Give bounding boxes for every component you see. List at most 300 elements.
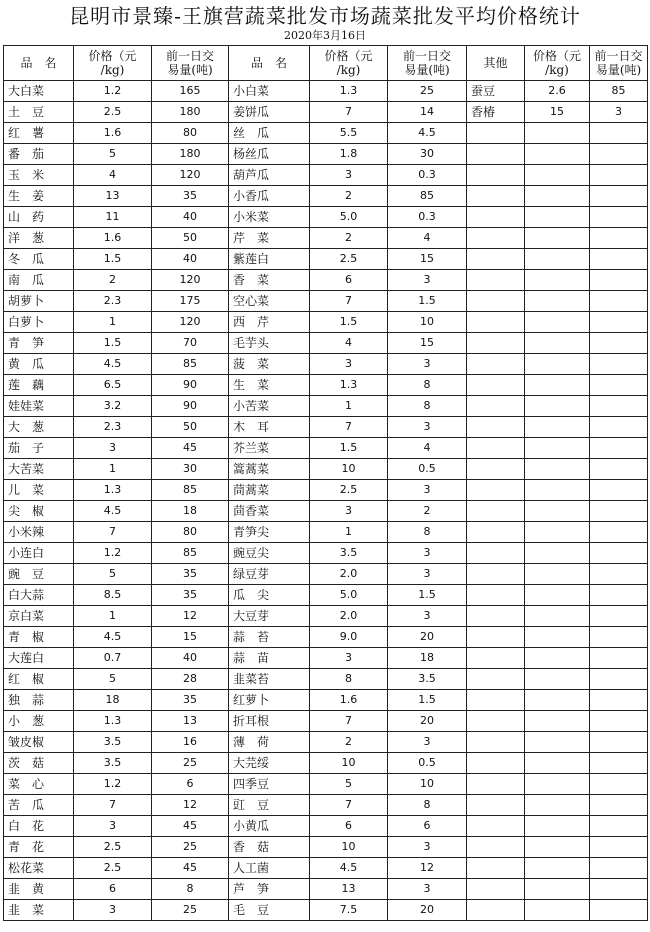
table-row	[4, 501, 648, 522]
cell-volume: 8	[388, 522, 467, 543]
cell-volume: 180	[152, 144, 229, 165]
cell-name: 儿 菜	[4, 480, 74, 501]
cell-name: 薄 荷	[229, 732, 310, 753]
table-row	[4, 732, 648, 753]
cell-name: 白萝卜	[4, 312, 74, 333]
table-row	[4, 606, 648, 627]
cell-price: 15	[525, 102, 590, 123]
cell-price: 3	[310, 648, 388, 669]
cell-volume	[590, 480, 648, 501]
cell-name: 玉 米	[4, 165, 74, 186]
cell-price: 1.6	[74, 123, 152, 144]
cell-volume: 20	[388, 900, 467, 921]
cell-volume	[590, 564, 648, 585]
cell-price: 1.2	[74, 774, 152, 795]
report-date: 2020年3月16日	[284, 29, 366, 42]
cell-name: 尖 椒	[4, 501, 74, 522]
cell-volume: 120	[152, 312, 229, 333]
cell-volume: 3	[388, 564, 467, 585]
cell-price: 5.0	[310, 585, 388, 606]
cell-price	[525, 816, 590, 837]
cell-price: 8.5	[74, 585, 152, 606]
cell-name	[467, 249, 525, 270]
cell-volume	[590, 606, 648, 627]
cell-name: 小香瓜	[229, 186, 310, 207]
cell-price	[525, 753, 590, 774]
cell-price	[525, 543, 590, 564]
cell-name	[467, 564, 525, 585]
cell-name	[467, 354, 525, 375]
cell-volume: 15	[152, 627, 229, 648]
cell-volume: 8	[388, 396, 467, 417]
cell-volume: 28	[152, 669, 229, 690]
cell-name	[467, 543, 525, 564]
cell-name: 番 茄	[4, 144, 74, 165]
cell-name: 四季豆	[229, 774, 310, 795]
cell-volume: 1.5	[388, 291, 467, 312]
cell-volume: 45	[152, 438, 229, 459]
cell-name: 空心菜	[229, 291, 310, 312]
cell-price: 2.5	[74, 837, 152, 858]
cell-price: 3	[74, 438, 152, 459]
table-row	[4, 333, 648, 354]
cell-price	[525, 858, 590, 879]
cell-volume: 165	[152, 81, 229, 102]
table-row	[4, 102, 648, 123]
cell-name: 南 瓜	[4, 270, 74, 291]
cell-volume: 25	[152, 900, 229, 921]
cell-volume	[590, 522, 648, 543]
cell-price: 1.3	[74, 480, 152, 501]
cell-price	[525, 228, 590, 249]
cell-price	[525, 795, 590, 816]
cell-price	[525, 501, 590, 522]
cell-volume	[590, 249, 648, 270]
cell-price: 1.2	[74, 81, 152, 102]
cell-volume: 40	[152, 648, 229, 669]
cell-name	[467, 732, 525, 753]
cell-volume: 0.5	[388, 753, 467, 774]
cell-volume: 85	[152, 354, 229, 375]
cell-name	[467, 585, 525, 606]
cell-name: 杨丝瓜	[229, 144, 310, 165]
table-row	[4, 270, 648, 291]
cell-name: 大豆芽	[229, 606, 310, 627]
cell-price	[525, 879, 590, 900]
cell-volume: 16	[152, 732, 229, 753]
cell-price: 2	[310, 186, 388, 207]
table-row	[4, 711, 648, 732]
cell-name: 豇 豆	[229, 795, 310, 816]
cell-volume	[590, 900, 648, 921]
cell-name	[467, 627, 525, 648]
cell-volume	[590, 858, 648, 879]
cell-volume: 0.5	[388, 459, 467, 480]
cell-price: 1.3	[74, 711, 152, 732]
cell-price: 4.5	[74, 501, 152, 522]
table-row	[4, 753, 648, 774]
cell-name: 姜饼瓜	[229, 102, 310, 123]
cell-price: 13	[310, 879, 388, 900]
cell-name: 葫芦瓜	[229, 165, 310, 186]
cell-price: 3	[310, 165, 388, 186]
cell-volume: 8	[152, 879, 229, 900]
cell-name: 京白菜	[4, 606, 74, 627]
cell-volume: 35	[152, 690, 229, 711]
cell-volume	[590, 543, 648, 564]
cell-price	[525, 648, 590, 669]
cell-price: 7	[310, 795, 388, 816]
table-row	[4, 123, 648, 144]
table-body	[4, 81, 648, 921]
cell-name	[467, 522, 525, 543]
cell-volume: 45	[152, 816, 229, 837]
cell-name: 蒜 苔	[229, 627, 310, 648]
cell-price	[525, 774, 590, 795]
cell-name: 娃娃菜	[4, 396, 74, 417]
header-name-1: 品 名	[4, 46, 74, 81]
cell-price: 18	[74, 690, 152, 711]
cell-price: 5	[74, 669, 152, 690]
cell-volume: 8	[388, 375, 467, 396]
cell-name: 红 薯	[4, 123, 74, 144]
cell-name	[467, 396, 525, 417]
cell-price	[525, 627, 590, 648]
cell-price: 1.8	[310, 144, 388, 165]
table-row	[4, 207, 648, 228]
table-row	[4, 165, 648, 186]
table-row	[4, 690, 648, 711]
cell-price	[525, 354, 590, 375]
cell-price: 3.5	[310, 543, 388, 564]
cell-name: 瓜 尖	[229, 585, 310, 606]
cell-name: 菠 菜	[229, 354, 310, 375]
cell-name: 茴香菜	[229, 501, 310, 522]
header-price-3: 价格（元 /kg)	[525, 46, 590, 81]
table-row	[4, 312, 648, 333]
cell-name	[467, 333, 525, 354]
cell-volume: 1.5	[388, 690, 467, 711]
cell-price	[525, 690, 590, 711]
cell-name: 茨 菇	[4, 753, 74, 774]
cell-name: 绿豆芽	[229, 564, 310, 585]
cell-volume: 20	[388, 627, 467, 648]
cell-name	[467, 312, 525, 333]
cell-volume: 4.5	[388, 123, 467, 144]
cell-name: 青笋尖	[229, 522, 310, 543]
table-row	[4, 585, 648, 606]
cell-volume: 3	[388, 879, 467, 900]
cell-name: 茄 子	[4, 438, 74, 459]
cell-price: 6	[310, 270, 388, 291]
table-row	[4, 837, 648, 858]
cell-price	[525, 522, 590, 543]
price-table	[3, 45, 648, 921]
cell-price	[525, 837, 590, 858]
cell-name: 芥兰菜	[229, 438, 310, 459]
cell-volume: 4	[388, 228, 467, 249]
cell-price: 9.0	[310, 627, 388, 648]
cell-name: 篙蒿菜	[229, 459, 310, 480]
cell-volume: 40	[152, 207, 229, 228]
cell-price: 5	[74, 144, 152, 165]
cell-name: 大莲白	[4, 648, 74, 669]
cell-price: 2	[74, 270, 152, 291]
cell-volume	[590, 144, 648, 165]
cell-price: 2.6	[525, 81, 590, 102]
cell-name: 蒜 苗	[229, 648, 310, 669]
cell-name: 人工菌	[229, 858, 310, 879]
table-row	[4, 543, 648, 564]
cell-name: 木 耳	[229, 417, 310, 438]
header-name-2: 品 名	[229, 46, 310, 81]
cell-name	[467, 753, 525, 774]
cell-volume: 12	[388, 858, 467, 879]
cell-price: 1.5	[310, 438, 388, 459]
cell-price: 3	[74, 900, 152, 921]
cell-name	[467, 669, 525, 690]
cell-price	[525, 585, 590, 606]
cell-volume: 25	[152, 753, 229, 774]
cell-volume	[590, 501, 648, 522]
cell-price: 1	[310, 396, 388, 417]
cell-price: 7.5	[310, 900, 388, 921]
cell-name	[467, 480, 525, 501]
cell-name: 白 花	[4, 816, 74, 837]
cell-name: 大芫绥	[229, 753, 310, 774]
cell-name: 芦 笋	[229, 879, 310, 900]
cell-volume: 3	[388, 480, 467, 501]
cell-volume	[590, 837, 648, 858]
cell-price: 10	[310, 459, 388, 480]
cell-volume: 3	[388, 417, 467, 438]
cell-name: 红萝卜	[229, 690, 310, 711]
cell-price: 6.5	[74, 375, 152, 396]
cell-volume: 45	[152, 858, 229, 879]
cell-volume: 180	[152, 102, 229, 123]
cell-volume	[590, 732, 648, 753]
cell-price: 1	[74, 312, 152, 333]
cell-name	[467, 228, 525, 249]
table-row	[4, 459, 648, 480]
cell-name	[467, 879, 525, 900]
cell-price: 1	[74, 606, 152, 627]
cell-price	[525, 711, 590, 732]
cell-volume: 3	[388, 732, 467, 753]
cell-volume	[590, 375, 648, 396]
cell-price: 7	[310, 102, 388, 123]
cell-volume: 18	[388, 648, 467, 669]
cell-price: 4.5	[310, 858, 388, 879]
cell-volume	[590, 753, 648, 774]
cell-price: 1.2	[74, 543, 152, 564]
cell-price: 2.5	[310, 480, 388, 501]
cell-price: 1.3	[310, 375, 388, 396]
cell-name: 紫莲白	[229, 249, 310, 270]
cell-price: 11	[74, 207, 152, 228]
header-volume-1: 前一日交 易量(吨)	[152, 46, 229, 81]
cell-volume: 13	[152, 711, 229, 732]
cell-volume: 3	[388, 354, 467, 375]
cell-name	[467, 207, 525, 228]
cell-price: 1.5	[74, 333, 152, 354]
cell-name	[467, 837, 525, 858]
cell-name: 皱皮椒	[4, 732, 74, 753]
cell-volume: 35	[152, 585, 229, 606]
cell-volume	[590, 354, 648, 375]
cell-price: 2.3	[74, 417, 152, 438]
cell-price	[525, 144, 590, 165]
cell-name	[467, 648, 525, 669]
cell-price: 2.5	[74, 858, 152, 879]
cell-volume	[590, 270, 648, 291]
cell-volume: 3	[388, 270, 467, 291]
cell-price	[525, 438, 590, 459]
table-row	[4, 375, 648, 396]
cell-volume: 85	[388, 186, 467, 207]
cell-volume: 12	[152, 606, 229, 627]
cell-volume	[590, 123, 648, 144]
cell-price	[525, 123, 590, 144]
cell-volume: 40	[152, 249, 229, 270]
table-row	[4, 900, 648, 921]
cell-name	[467, 417, 525, 438]
cell-volume	[590, 879, 648, 900]
table-row	[4, 522, 648, 543]
cell-volume: 10	[388, 312, 467, 333]
cell-price: 7	[74, 522, 152, 543]
cell-name: 小白菜	[229, 81, 310, 102]
cell-volume: 18	[152, 501, 229, 522]
cell-price: 3	[310, 501, 388, 522]
page-title: 昆明市景臻-王旗营蔬菜批发市场蔬菜批发平均价格统计	[69, 4, 581, 28]
cell-price: 8	[310, 669, 388, 690]
cell-volume: 2	[388, 501, 467, 522]
cell-price: 6	[74, 879, 152, 900]
cell-name: 小米辣	[4, 522, 74, 543]
cell-price: 1.3	[310, 81, 388, 102]
cell-volume	[590, 648, 648, 669]
table-row	[4, 669, 648, 690]
cell-volume	[590, 690, 648, 711]
cell-price: 3.5	[74, 753, 152, 774]
table-row	[4, 774, 648, 795]
cell-volume: 90	[152, 396, 229, 417]
table-row	[4, 858, 648, 879]
cell-name	[467, 123, 525, 144]
cell-price: 7	[310, 291, 388, 312]
cell-name	[467, 690, 525, 711]
cell-name: 韭菜苔	[229, 669, 310, 690]
cell-volume	[590, 585, 648, 606]
cell-name: 独 蒜	[4, 690, 74, 711]
cell-name: 苦 瓜	[4, 795, 74, 816]
cell-name: 西 芹	[229, 312, 310, 333]
cell-name	[467, 606, 525, 627]
cell-volume	[590, 186, 648, 207]
cell-volume: 6	[388, 816, 467, 837]
cell-name: 小 葱	[4, 711, 74, 732]
cell-price: 2.5	[310, 249, 388, 270]
cell-name: 毛 豆	[229, 900, 310, 921]
cell-price: 7	[310, 711, 388, 732]
cell-name: 韭 菜	[4, 900, 74, 921]
cell-price: 3.2	[74, 396, 152, 417]
cell-name: 香 菇	[229, 837, 310, 858]
cell-volume: 12	[152, 795, 229, 816]
cell-name: 山 药	[4, 207, 74, 228]
cell-price	[525, 270, 590, 291]
table-row	[4, 186, 648, 207]
cell-price: 1.5	[310, 312, 388, 333]
cell-price: 4.5	[74, 354, 152, 375]
cell-price	[525, 480, 590, 501]
cell-name: 折耳根	[229, 711, 310, 732]
cell-price: 2.0	[310, 564, 388, 585]
cell-name: 豌豆尖	[229, 543, 310, 564]
cell-volume: 120	[152, 165, 229, 186]
cell-volume	[590, 711, 648, 732]
cell-volume: 3	[388, 837, 467, 858]
cell-volume: 120	[152, 270, 229, 291]
cell-volume: 25	[388, 81, 467, 102]
cell-volume: 85	[590, 81, 648, 102]
cell-volume	[590, 669, 648, 690]
cell-volume: 14	[388, 102, 467, 123]
cell-volume	[590, 774, 648, 795]
cell-volume: 80	[152, 522, 229, 543]
header-row	[4, 46, 648, 81]
header-other: 其他	[467, 46, 525, 81]
cell-price	[525, 186, 590, 207]
cell-volume: 175	[152, 291, 229, 312]
cell-volume: 3	[590, 102, 648, 123]
cell-price	[525, 249, 590, 270]
cell-name	[467, 186, 525, 207]
table-row	[4, 816, 648, 837]
cell-volume: 90	[152, 375, 229, 396]
cell-name: 香 菜	[229, 270, 310, 291]
cell-name: 香椿	[467, 102, 525, 123]
cell-price: 6	[310, 816, 388, 837]
cell-name: 青 椒	[4, 627, 74, 648]
cell-price: 1.6	[74, 228, 152, 249]
cell-price	[525, 669, 590, 690]
cell-volume: 30	[152, 459, 229, 480]
cell-name: 丝 瓜	[229, 123, 310, 144]
table-row	[4, 438, 648, 459]
cell-volume	[590, 438, 648, 459]
cell-price: 1	[310, 522, 388, 543]
cell-price	[525, 417, 590, 438]
table-row	[4, 354, 648, 375]
cell-name	[467, 774, 525, 795]
cell-volume: 35	[152, 186, 229, 207]
cell-volume	[590, 207, 648, 228]
cell-name: 白大蒜	[4, 585, 74, 606]
cell-name: 冬 瓜	[4, 249, 74, 270]
cell-name: 洋 葱	[4, 228, 74, 249]
cell-volume: 85	[152, 543, 229, 564]
cell-price: 10	[310, 837, 388, 858]
cell-price	[525, 900, 590, 921]
cell-volume	[590, 312, 648, 333]
cell-volume: 35	[152, 564, 229, 585]
cell-name	[467, 795, 525, 816]
cell-price	[525, 732, 590, 753]
cell-volume: 8	[388, 795, 467, 816]
cell-name	[467, 270, 525, 291]
